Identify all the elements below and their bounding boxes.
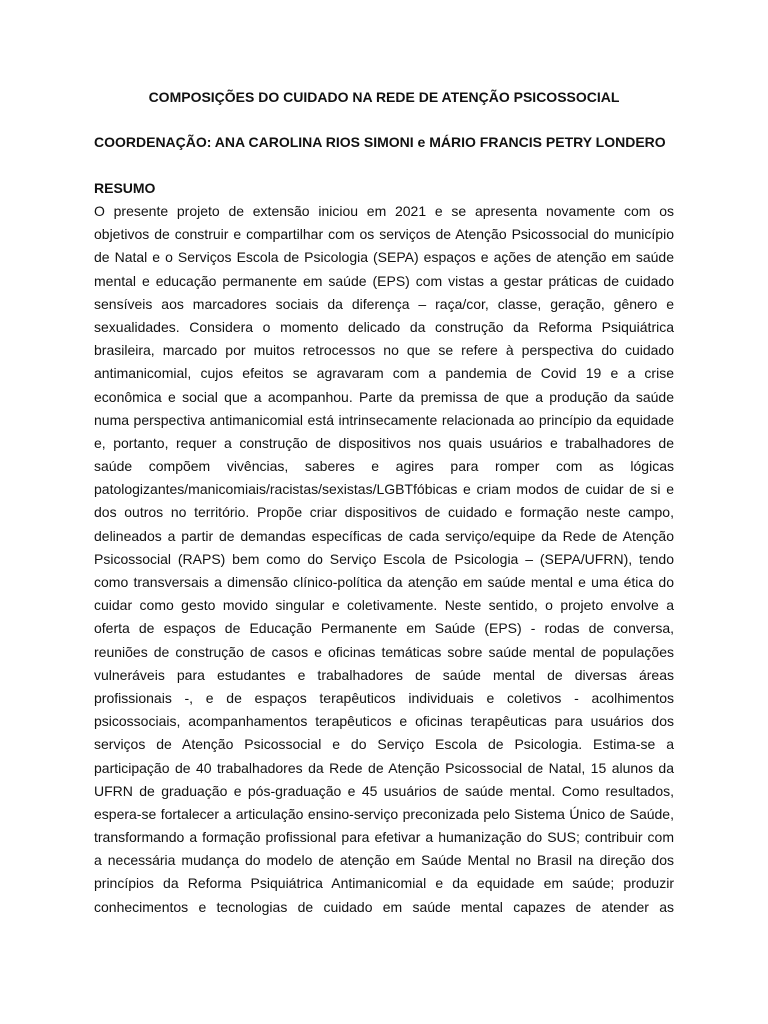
document-title: COMPOSIÇÕES DO CUIDADO NA REDE DE ATENÇÃO PSICOSSOCIAL bbox=[148, 89, 620, 105]
abstract-line: sensíveis aos marcadores sociais da diferença – raça/cor, classe, geração, gênero e bbox=[94, 295, 674, 312]
abstract-line: de Natal e o Serviços Escola de Psicologia (SEPA) espaços e ações de atenção em saúde bbox=[94, 249, 674, 266]
abstract-line: reuniões de construção de casos e oficinas temáticas sobre saúde mental de populações bbox=[94, 643, 674, 660]
abstract-line: econômica e social que a acompanhou. Parte da premissa de que a produção da saúde bbox=[94, 388, 674, 405]
coordination-line: COORDENAÇÃO: ANA CAROLINA RIOS SIMONI e MÁRIO FRANCIS PETRY LONDERO bbox=[94, 134, 666, 150]
abstract-line: a necessária mudança do modelo de atenção em Saúde Mental no Brasil na direção dos bbox=[94, 852, 674, 869]
abstract-line: serviços de Atenção Psicossocial e do Serviço Escola de Psicologia. Estima-se a bbox=[94, 736, 674, 753]
abstract-line: cuidar como gesto movido singular e coletivamente. Neste sentido, o projeto envolve a bbox=[94, 597, 674, 614]
abstract-line: delineados a partir de demandas específicas de cada serviço/equipe da Rede de Atenção bbox=[94, 527, 674, 544]
abstract-line: profissionais -, e de espaços terapêuticos individuais e coletivos - acolhimentos bbox=[94, 689, 674, 706]
abstract-line: sexualidades. Considera o momento delicado da construção da Reforma Psiquiátrica bbox=[94, 318, 674, 335]
abstract-line: transformando a formação profissional para efetivar a humanização do SUS; contribuir com bbox=[94, 829, 674, 846]
abstract-line: psicossociais, acompanhamentos terapêuticos e oficinas terapêuticas para usuários dos bbox=[94, 713, 674, 730]
abstract-line: vulneráveis para estudantes e trabalhadores de saúde mental de diversas áreas bbox=[94, 666, 674, 683]
abstract-line: participação de 40 trabalhadores da Rede de Atenção Psicossocial de Natal, 15 alunos da bbox=[94, 759, 674, 776]
abstract-line: espera-se fortalecer a articulação ensino-serviço preconizada pelo Sistema Único de Saúde, bbox=[94, 805, 674, 822]
abstract-line: como transversais a dimensão clínico-política da atenção em saúde mental e uma ética do bbox=[94, 574, 674, 590]
abstract-line: Psicossocial (RAPS) bem como do Serviço Escola de Psicologia – (SEPA/UFRN), tendo bbox=[94, 550, 674, 567]
abstract-line: dos outros no território. Propõe criar dispositivos de cuidado e formação neste campo, bbox=[94, 504, 674, 521]
abstract-line: patologizantes/manicomiais/racistas/sexistas/LGBTfóbicas e criam modos de cuidar de si e bbox=[94, 481, 674, 498]
abstract-line: saúde compõem vivências, saberes e agires para romper com as lógicas bbox=[94, 458, 674, 475]
abstract-body bbox=[94, 200, 674, 919]
abstract-heading: RESUMO bbox=[94, 180, 156, 196]
abstract-line: oferta de espaços de Educação Permanente em Saúde (EPS) - rodas de conversa, bbox=[94, 620, 674, 637]
abstract-line: princípios da Reforma Psiquiátrica Antimanicomial e da equidade em saúde; produzir bbox=[94, 875, 674, 892]
abstract-line: O presente projeto de extensão iniciou em 2021 e se apresenta novamente com os bbox=[94, 203, 674, 219]
abstract-line: e, portanto, requer a construção de dispositivos nos quais usuários e trabalhadores de bbox=[94, 434, 674, 451]
abstract-line: brasileira, marcado por muitos retrocessos no que se refere à perspectiva do cuidado bbox=[94, 342, 674, 359]
abstract-line: UFRN de graduação e pós-graduação e 45 usuários de saúde mental. Como resultados, bbox=[94, 782, 674, 799]
abstract-line: mental e educação permanente em saúde (EPS) com vistas a gestar práticas de cuidado bbox=[94, 272, 674, 289]
abstract-line: antimanicomial, cujos efeitos se agravaram com a pandemia de Covid 19 e a crise bbox=[94, 365, 674, 382]
abstract-line: numa perspectiva antimanicomial está intrinsecamente relacionada ao princípio da equidade bbox=[94, 411, 674, 428]
abstract-line: objetivos de construir e compartilhar com os serviços de Atenção Psicossocial do município bbox=[94, 226, 674, 243]
abstract-line: conhecimentos e tecnologias de cuidado em saúde mental capazes de atender as bbox=[94, 898, 674, 915]
